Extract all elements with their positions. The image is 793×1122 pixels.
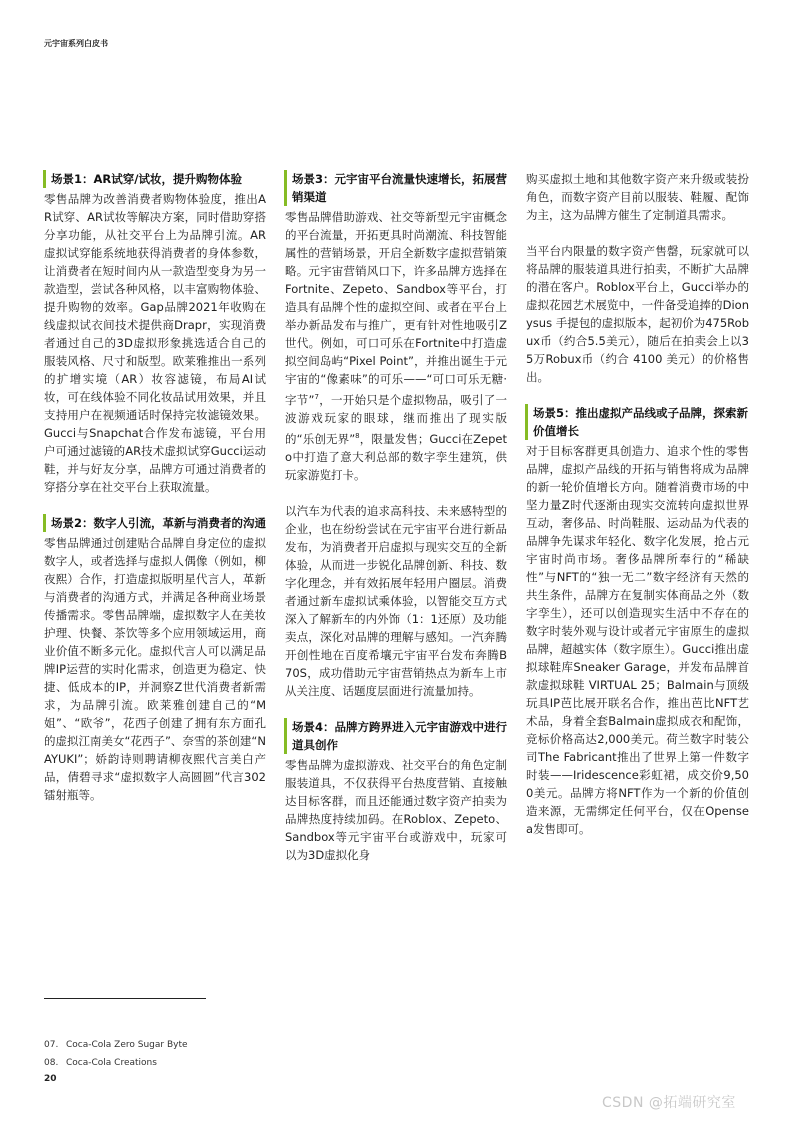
document-header: 元宇宙系列白皮书 [44,39,108,48]
section-body-4-cont2: 当平台内限量的数字资产售罄，玩家就可以将品牌的服装道具进行拍卖，不断扩大品牌的潜在客户。Roblox平台上，Gucci举办的虚拟花园艺术展览中，一件备受追捧的Dionysus 手提包的虚拟版本，起初价为475Robux币（约合5.5美元），随后在拍卖会上以35万Robux币（约合 4100 美元）的价格售出。 [526,244,749,384]
column-1 [44,170,266,804]
footnote-number: 07. [44,1040,59,1050]
page-number: 20 [44,1074,57,1084]
watermark: CSDN @拓端研究室 [602,1095,736,1111]
footnote-item [44,1036,188,1054]
section-title-2: 场景2：数字人引流，革新与消费者的沟通 [43,514,266,532]
section-title-3: 场景3：元宇宙平台流量快速增长，拓展营销渠道 [284,170,507,206]
footnote-text: Coca-Cola Creations [66,1058,157,1068]
footnote-item [44,1054,188,1072]
footnote-ref-8: 8 [355,431,360,440]
section-body-1: 零售品牌为改善消费者购物体验度，推出AR试穿、AR试妆等解决方案，同时借助穿搭分享功能，从社交平台上为品牌引流。AR虚拟试穿能系统地获得消费者的身体参数，让消费者在短时间内从一款造型变身为另一款造型，尝试各种风格，以丰富购物体验、提升购物的效率。Gap品牌2021年收购在线虚拟试衣间技术提供商Drapr，实现消费者通过自己的3D虚拟形象挑选适合自己的服装风格、尺寸和版型。欧莱雅推出一系列的扩增实境（AR）妆容滤镜，布局AI试妆，可在线体验不同化妆品试用效果，并且支持用户在视频通话时保持完妆滤镜效果。Gucci与Snapchat合作发布滤镜，平台用户可通过滤镜的AR技术虚拟试穿Gucci运动鞋，并与好友分享，品牌方可通过消费者的穿搭分享在社交平台上获取流量。 [44,192,266,494]
footnote-number: 08. [44,1058,59,1068]
section-body-3a: 零售品牌借助游戏、社交等新型元宇宙概念的平台流量，开拓更具时尚潮流、科技智能属性的营销场景，开启全新数字虚拟营销策略。元宇宙营销风口下，许多品牌方选择在Fortnite、Zepeto、Sandbox等平台，打造具有品牌个性的虚拟空间、或者在平台上举办新品发布与推广，更有针对性地吸引Z世代。例如，可口可乐在Fortnite中打造虚拟空间岛屿“Pixel Point”，并推出诞生于元宇宙的“像素味”的可乐——“可口可乐无糖·字节” [285,210,507,407]
column-2 [285,170,507,864]
section-body-3c: ，限量发售；Gucci在Zepeto中打造了意大利总部的数字孪生建筑，供玩家游览打卡。 [285,431,507,482]
section-body-5: 对于目标客群更具创造力、追求个性的零售品牌，虚拟产品线的开拓与销售将成为品牌的新一轮价值增长方向。随着消费市场的中坚力量Z时代逐渐由现实交流转向虚拟世界互动，奢侈品、时尚鞋服、运动品为代表的品牌争先谋求年轻化、数字化发展，抢占元宇宙时尚市场。奢侈品牌所奉行的“稀缺性”与NFT的“独一无二”数字经济有天然的共生条件，品牌方在复制实体商品之外（数字孪生），还可以创造现实生活中不存在的数字时装外观与设计或者元宇宙原生的虚拟品牌，超越实体（数字原生）。Gucci推出虚拟球鞋库Sneaker Garage，并发布品牌首款虚拟球鞋 VIRTUAL 25；Balmain与顶级玩具IP芭比展开联名合作，推出芭比NFT艺术品，身着全套Balmain虚拟成衣和配饰，竞标价格高达2,000美元。荷兰数字时装公司The Fabricant推出了世界上第一件数字时装——Iridescence彩虹裙，成交价9,500美元。品牌方将NFT作为一个新的价值创造来源，无需绑定任何平台，仅在Opensea发售即可。 [526,444,749,836]
column-3 [526,170,749,838]
section-body-3 [285,208,507,484]
footnote-text: Coca-Cola Zero Sugar Byte [66,1040,188,1050]
section-title-1: 场景1：AR试穿/试妆，提升购物体验 [43,170,266,188]
section-body-3b: ，一开始只是个虚拟物品，吸引了一波游戏玩家的眼球，继而推出了现实版的“乐创无界” [285,392,507,446]
section-body-2: 零售品牌通过创建贴合品牌自身定位的虚拟数字人，或者选择与虚拟人偶像（例如，柳夜熙）合作，打造虚拟版明星代言人，革新与消费者的沟通方式，并满足各种商业场景传播需求。零售品牌端，虚拟数字人在美妆护理、快餐、茶饮等多个应用领域运用，商业价值不断多元化。虚拟代言人可以满足品牌IP运营的实时化需求，创造更为稳定、快捷、低成本的IP，并洞察Z世代消费者新需求，为品牌引流。欧莱雅创建自己的“M姐”、“欧爷”，花西子创建了拥有东方面孔的虚拟江南美女“花西子”、奈雪的茶创建“NAYUKI”；娇韵诗则聘请柳夜熙代言美白产品，倩碧寻求“虚拟数字人高圆圆”代言302镭射瓶等。 [44,536,266,802]
section-title-5: 场景5：推出虚拟产品线或子品牌，探索新价值增长 [525,404,749,440]
section-body-3-cont: 以汽车为代表的追求高科技、未来感特型的企业，也在纷纷尝试在元宇宙平台进行新品发布，为消费者开启虚拟与现实交互的全新体验，从而进一步锐化品牌创新、科技、数字化理念，并有效拓展年轻用户圈层。消费者通过新车虚拟试乘体验，以智能交互方式深入了解新车的内外饰（1：1还原）及功能卖点，深化对品牌的理解与感知。一汽奔腾开创性地在百度希壤元宇宙平台发布奔腾B70S，成功借助元宇宙营销热点为新车上市从关注度、话题度层面进行流量加持。 [285,503,507,698]
footnote-ref-7: 7 [314,393,319,401]
footnote-divider [44,998,206,999]
section-body-4-cont: 购买虚拟土地和其他数字资产来升级或装扮角色，而数字资产目前以服装、鞋履、配饰为主，这为品牌方催生了定制道具需求。 [526,172,749,222]
footnotes [44,1036,188,1072]
section-body-4: 零售品牌为虚拟游戏、社交平台的角色定制服装道具，不仅获得平台热度营销、直接触达目标客群，而且还能通过数字资产拍卖为品牌热度持续加码。在Roblox、Zepeto、Sandbox等元宇宙平台或游戏中，玩家可以为3D虚拟化身 [285,757,507,862]
section-title-4: 场景4：品牌方跨界进入元宇宙游戏中进行道具创作 [284,718,507,754]
